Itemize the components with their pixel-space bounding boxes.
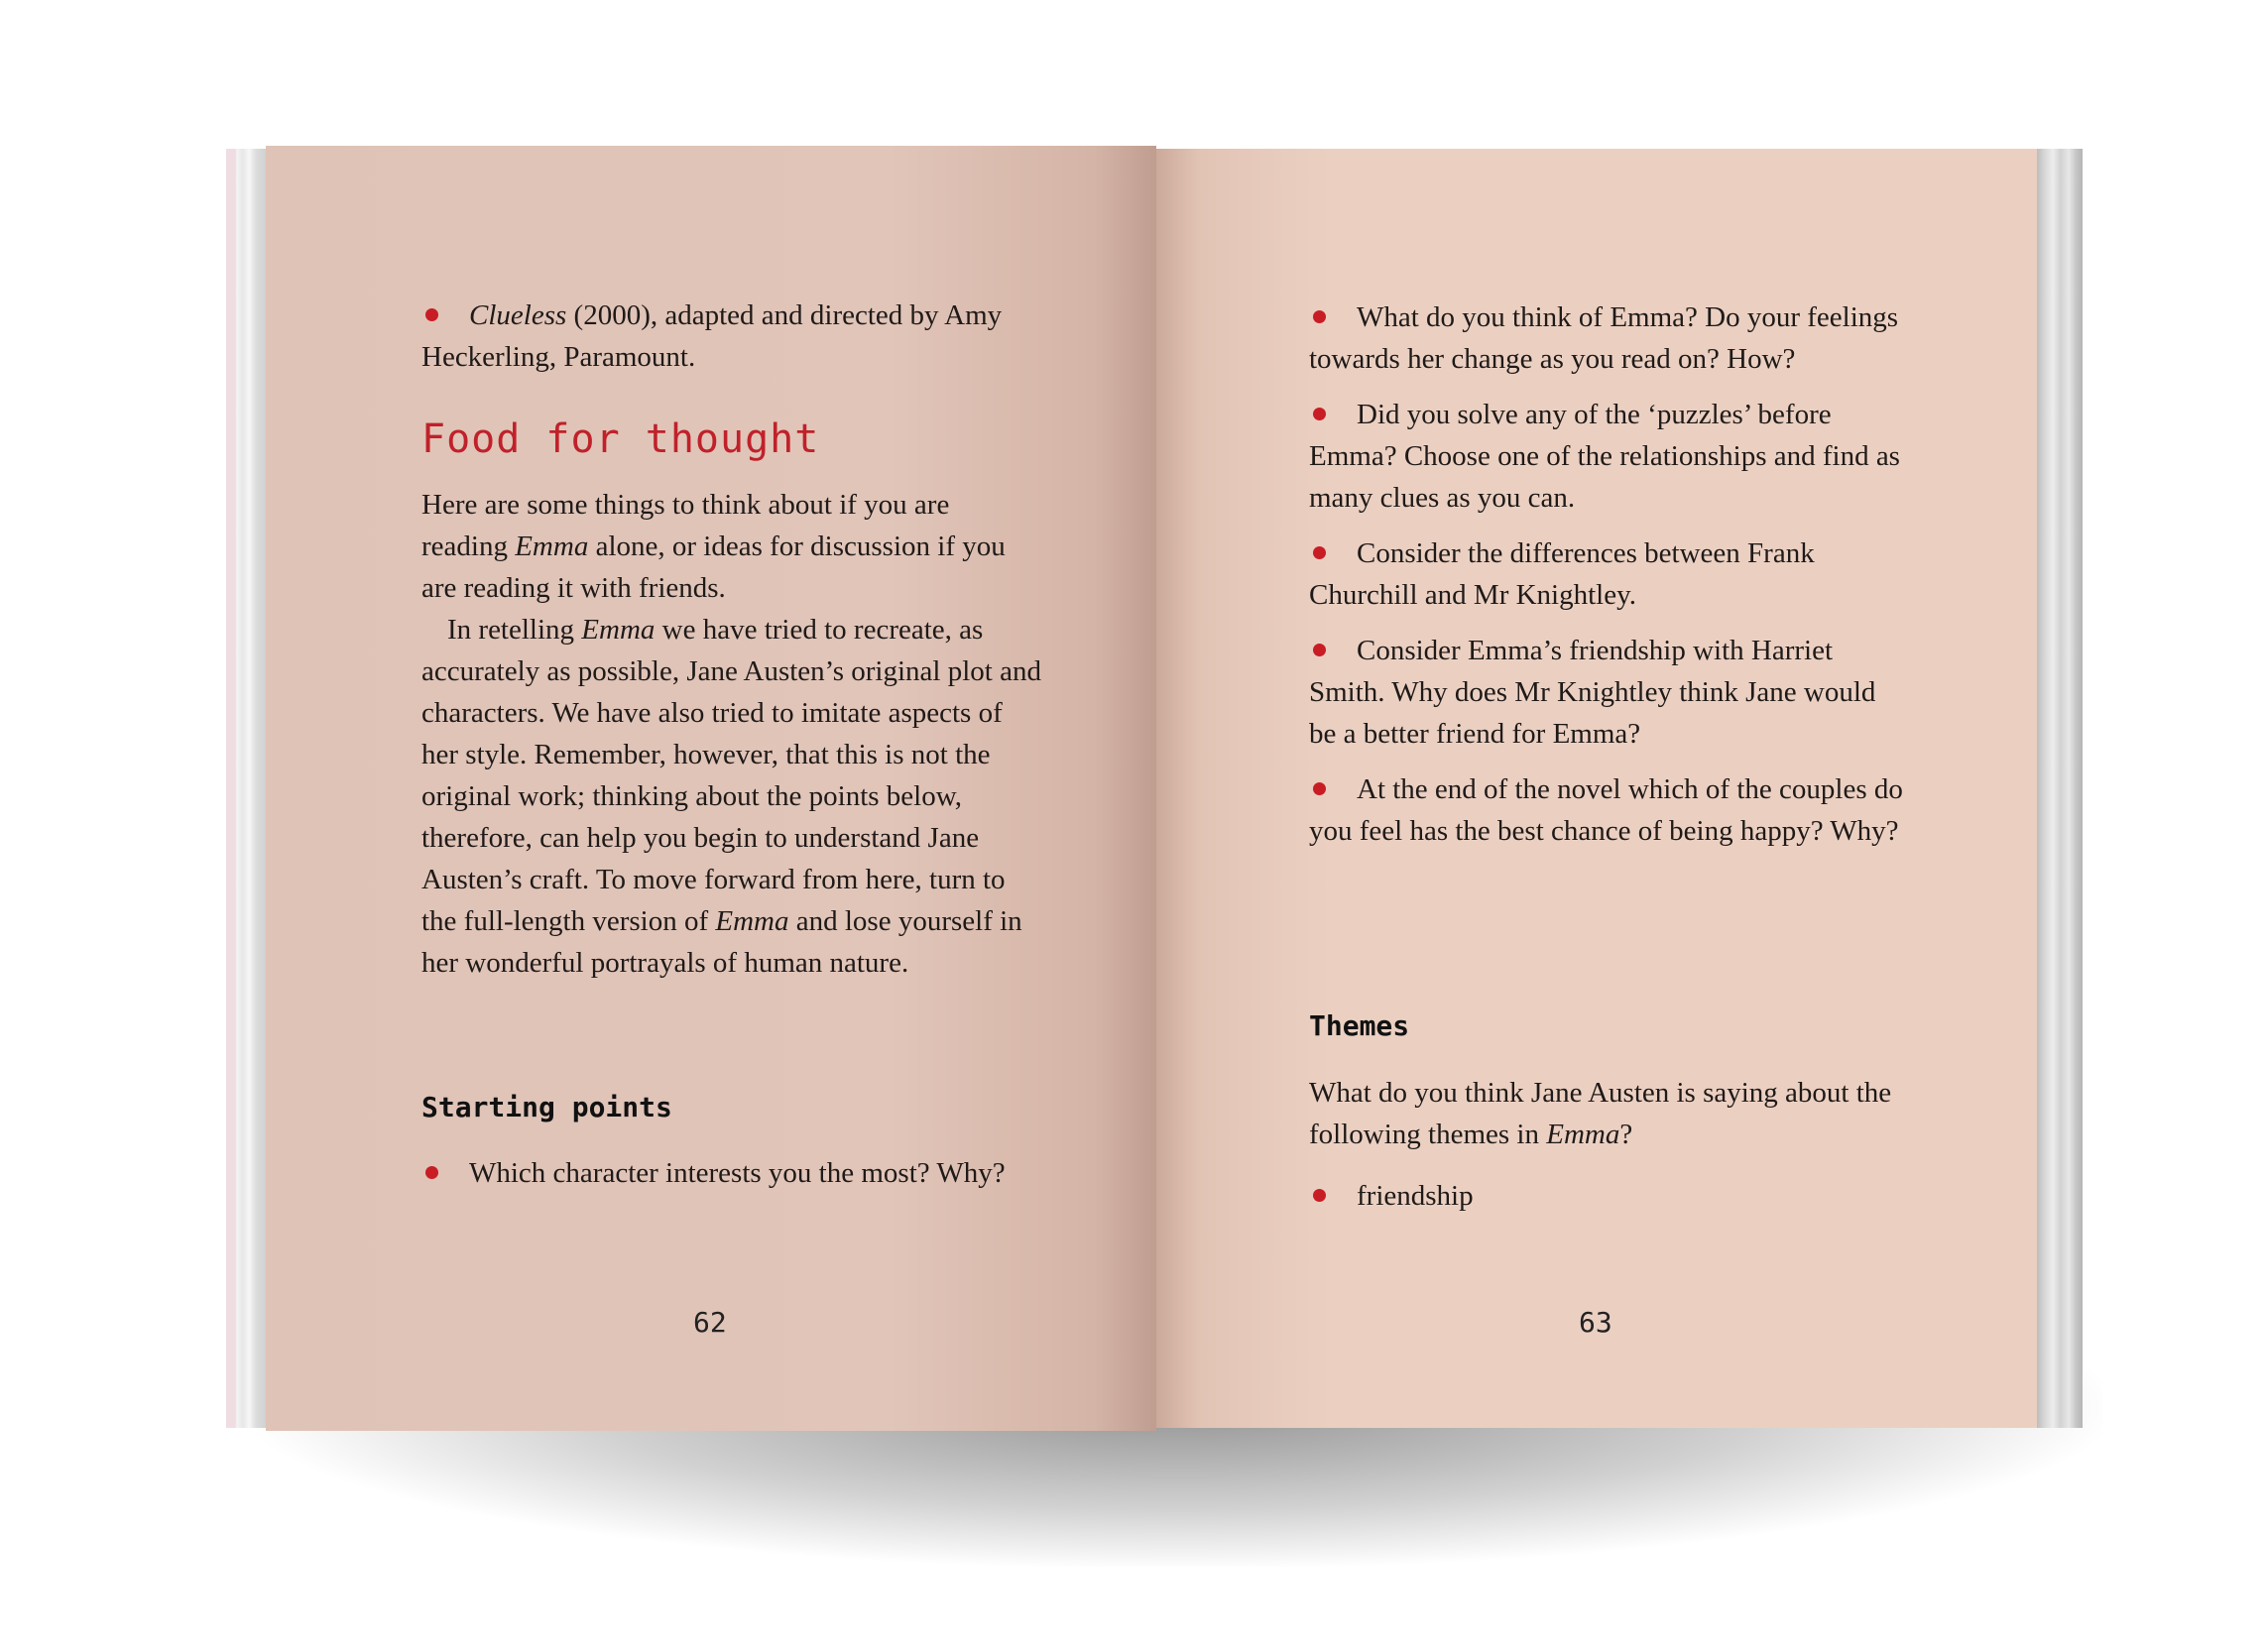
film-title: Clueless xyxy=(469,299,567,331)
bullet-icon xyxy=(1313,546,1326,559)
starting-points-heading: Starting points xyxy=(421,1091,672,1123)
list-item xyxy=(1309,394,1904,519)
list-spacer xyxy=(1309,519,1904,532)
retelling-emma-2: Emma xyxy=(715,905,789,937)
list-item xyxy=(421,1152,1056,1194)
bullet-icon xyxy=(1313,310,1326,323)
intro-emma: Emma xyxy=(515,531,589,562)
themes-intro-emma: Emma xyxy=(1546,1119,1620,1150)
list-item xyxy=(1309,768,1904,852)
film-details: (2000), adapted and directed by Amy Heckerling, Paramount. xyxy=(421,299,1003,373)
list-item xyxy=(1309,532,1904,616)
list-item xyxy=(421,295,1041,378)
intro-part2: alone, or ideas for discussion if you are reading it with friends. xyxy=(421,531,1006,604)
left-page-edges xyxy=(226,149,268,1428)
themes-intro-part2: ? xyxy=(1619,1119,1633,1150)
section-heading: Food for thought xyxy=(421,416,820,462)
themes-intro-part1: What do you think Jane Austen is saying about the following themes in xyxy=(1309,1077,1892,1150)
list-item xyxy=(1309,296,1904,380)
questions-list xyxy=(1309,296,1904,852)
intro-part1: Here are some things to think about if you are reading xyxy=(421,489,950,562)
starting-points-list xyxy=(421,1152,1056,1194)
page-number-right: 63 xyxy=(1579,1306,1612,1339)
retelling-emma: Emma xyxy=(581,614,656,646)
retelling-paragraph xyxy=(421,609,1041,984)
themes-heading: Themes xyxy=(1309,1009,1410,1042)
retelling-part3: and lose yourself in her wonderful portrayals of human nature. xyxy=(421,905,1022,979)
list-item xyxy=(1309,1175,1904,1217)
retelling-part1: In retelling xyxy=(447,614,582,646)
bullet-icon xyxy=(1313,782,1326,795)
intro-paragraph xyxy=(421,484,1041,609)
bullet-icon xyxy=(425,1166,438,1179)
page-number-left: 62 xyxy=(693,1306,727,1339)
list-spacer xyxy=(1309,755,1904,768)
bullet-icon xyxy=(425,308,438,321)
intro-text xyxy=(421,484,1041,984)
themes-list xyxy=(1309,1175,1904,1217)
film-reference xyxy=(421,295,1041,378)
bullet-icon xyxy=(1313,408,1326,420)
themes-intro xyxy=(1309,1072,1904,1155)
starting-point-text: Which character interests you the most? Why? xyxy=(469,1157,1006,1189)
list-spacer xyxy=(1309,380,1904,394)
bullet-icon xyxy=(1313,1189,1326,1202)
list-item xyxy=(1309,630,1904,755)
question-text: What do you think of Emma? Do your feelings towards her change as you read on? How? xyxy=(1309,301,1899,375)
retelling-part2: we have tried to recreate, as accurately as possible, Jane Austen’s original plot and characters. We have also tried to imitate aspects of her style. Remember, however, that this is not the original work; thinking about the points below, therefore, can help you begin to understand Jane Austen’s craft. To move forward from here, turn to the full-length version of xyxy=(421,614,1041,937)
question-text: At the end of the novel which of the couples do you feel has the best chance of being happy? Why? xyxy=(1309,773,1903,847)
question-text: Consider Emma’s friendship with Harriet Smith. Why does Mr Knightley think Jane would be a better friend for Emma? xyxy=(1309,635,1876,750)
themes-intro-paragraph xyxy=(1309,1072,1904,1155)
question-text: Consider the differences between Frank Churchill and Mr Knightley. xyxy=(1309,537,1815,611)
right-page-edges xyxy=(2037,149,2083,1428)
list-spacer xyxy=(1309,616,1904,630)
question-text: Did you solve any of the ‘puzzles’ before Emma? Choose one of the relationships and find as many clues as you can. xyxy=(1309,399,1900,514)
bullet-icon xyxy=(1313,644,1326,656)
theme-text: friendship xyxy=(1357,1180,1474,1212)
